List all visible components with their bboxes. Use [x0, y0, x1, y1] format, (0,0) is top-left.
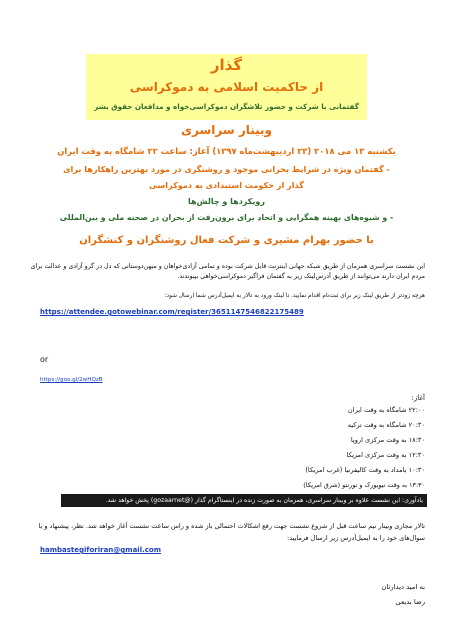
signature: رضا بدیعی: [395, 598, 425, 606]
topic-line-1: - گفتمان ویژه در شرایط بحرانی موجود و روشنگری در مورد بهترین راهکارها برای: [63, 164, 390, 174]
closing-paragraph: تالار مجازی وبینار نیم ساعت قبل از شروع نشست جهت رفع اشکالات احتمالی باز شده و راس ساعت نشست آغاز خواهد شد. نظر، پیشنهاد و یا سوال‌های خود را به ایمیل‌آدرس زیر ارسال فرمایید:: [38, 522, 425, 542]
intro-paragraph: این نشست سراسری همزمان از طریق شبکه جهانی اینترنت قابل شرکت بوده و تمامی آزادی‌خواهان و میهن‌دوستانی که دل در گرو آزادی و عدالت برای مردم ایران دارند می‌توانند از طریق آدرس‌لینک زیر به گفتمان فراگیر دموکراسی‌خواهی بپیوندند.: [30, 263, 425, 280]
topic-line-3: - و شیوه‌های بهینه همگرایی و اتحاد برای برون‌رفت از بحران در صحنه ملی و بین‌المللی: [59, 213, 394, 222]
topic-line-1-cont: گذار از حکومت استبدادی به دموکراسی: [149, 180, 304, 190]
time-turkey: ۲۰:۳۰ شامگاه به وقت ترکیه: [347, 421, 425, 429]
title-banner: [86, 54, 367, 120]
main-title: گذار: [210, 56, 243, 74]
or-label: or: [40, 355, 49, 364]
time-newyork: ۱۳:۳۰ به وقت نیویورک و تورنتو (شرق امریکا): [303, 481, 425, 489]
registration-note: هرچه زودتر از طریق لینک زیر برای ثبت‌نام اقدام نمایید. تا لینک ورود به تالار به ایمیل‌آدرس شما ارسال شود:: [164, 293, 425, 299]
time-iran: ۲۲:۰۰ شامگاه به وقت ایران: [347, 406, 425, 414]
register-link[interactable]: https://attendee.gotowebinar.com/register/3651147546822175489: [40, 308, 304, 316]
short-link[interactable]: https://goo.gl/2wHQzB: [40, 377, 103, 383]
presence-line: با حضور بهرام مشیری و شرکت فعال روشنگران و کنشگران: [79, 235, 374, 246]
start-label: آغاز:: [411, 394, 425, 402]
time-california: ۱۰:۳۰ بامداد به وقت کالیفرنیا (غرب امریکا): [305, 466, 425, 474]
webinar-heading: وبینار سراسری: [181, 123, 272, 137]
time-central-us: ۱۲:۳۰ به وقت مرکزی امریکا: [346, 451, 425, 459]
main-subtitle: از حاکمیت اسلامی به دموکراسی: [129, 80, 324, 94]
banner-tagline: گفتمانی با شرکت و حضور تلاشگران دموکراسی‌خواه و مدافعان حقوق بشر: [94, 102, 359, 111]
instagram-notice: یادآوری: این نشست علاوه بر وبینار سراسری، همزمان به صورت زنده در اینستاگرام گذار (@gozaarnet) پخش خواهد شد.: [61, 494, 427, 507]
closing-hope: به امید دیدارتان: [381, 583, 425, 591]
topic-line-2: رویکردها و چالش‌ها: [187, 197, 266, 206]
event-dateline: یکشنبه ۱۳ می ۲۰۱۸ (۲۳ اردیبهشت‌ماه ۱۳۹۷) آغاز: ساعت ۲۲ شامگاه به وقت ایران: [57, 146, 396, 156]
time-europe: ۱۸:۳۰ به وقت مرکزی اروپا: [350, 436, 425, 444]
contact-email-link[interactable]: hambastegiforiran@gmail.com: [40, 546, 162, 554]
